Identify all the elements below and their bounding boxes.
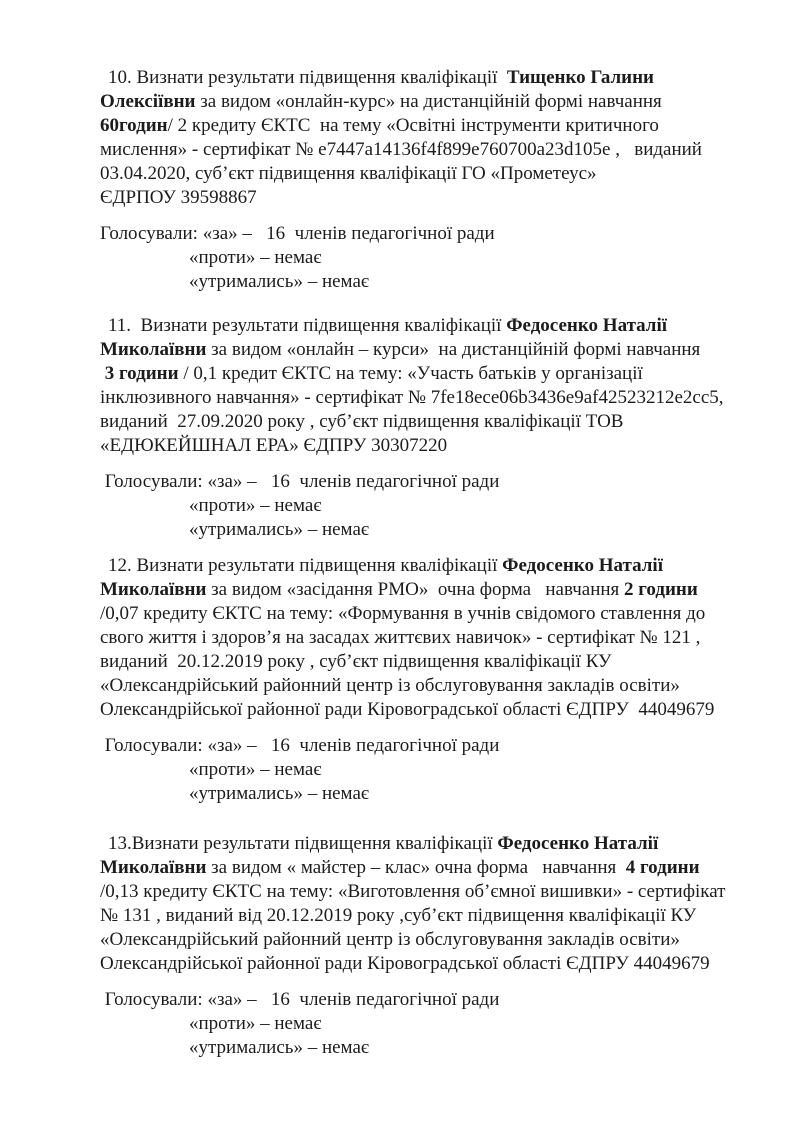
text-line: «ЕДЮКЕЙШНАЛ ЕРА» ЄДПРУ 30307220	[100, 435, 448, 456]
text-line: Миколаївни за видом « майстер – клас» очна форма навчання 4 години	[100, 857, 700, 878]
vote-line-abstained: «утримались» – немає	[189, 271, 370, 292]
text-line: Миколаївни за видом «онлайн – курси» на дистанційній формі навчання	[100, 339, 701, 360]
resolution-item-13	[100, 832, 742, 1060]
text-line: 60годин/ 2 кредиту ЄКТС на тему «Освітні інструменти критичного	[100, 115, 659, 136]
vote-line-against: «проти» – немає	[189, 1013, 322, 1034]
text-line: свого життя і здоров’я на засадах життєвих навичок» - сертифікат № 121 ,	[100, 627, 701, 648]
resolution-paragraph	[100, 66, 742, 210]
vote-line-against: «проти» – немає	[189, 759, 322, 780]
vote-line-abstained: «утримались» – немає	[189, 519, 370, 540]
text-line: виданий 27.09.2020 року , суб’єкт підвищення кваліфікації ТОВ	[100, 411, 624, 432]
text-line: 12. Визнати результати підвищення кваліфікації Федосенко Наталії	[108, 555, 663, 576]
text-line: виданий 20.12.2019 року , суб’єкт підвищення кваліфікації КУ	[100, 651, 612, 672]
resolution-paragraph	[100, 832, 742, 976]
text-line: Олександрійської районної ради Кіровоградської області ЄДПРУ 44049679	[100, 953, 710, 974]
vote-line-abstained: «утримались» – немає	[189, 783, 370, 804]
text-line: /0,07 кредиту ЄКТС на тему: «Формування в учнів свідомого ставлення до	[100, 603, 706, 624]
vote-line-for: Голосували: «за» – 16 членів педагогічної ради	[100, 735, 500, 756]
text-line: «Олександрійський районний центр із обслуговування закладів освіти»	[100, 929, 680, 950]
vote-line-abstained: «утримались» – немає	[189, 1037, 370, 1058]
text-line: мислення» - сертифікат № e7447a14136f4f899e760700a23d105e , виданий	[100, 139, 702, 160]
text-line: № 131 , виданий від 20.12.2019 року ,суб’єкт підвищення кваліфікації КУ	[100, 905, 697, 926]
text-line: 11. Визнати результати підвищення кваліфікації Федосенко Наталії	[108, 315, 668, 336]
resolution-paragraph	[100, 314, 742, 458]
text-line: інклюзивного навчання» - сертифікат № 7fe18ece06b3436e9af42523212e2cc5,	[100, 387, 724, 408]
text-line: 13.Визнати результати підвищення кваліфікації Федосенко Наталії	[108, 833, 659, 854]
resolution-item-10	[100, 66, 742, 294]
text-line: 10. Визнати результати підвищення кваліфікації Тищенко Галини	[108, 67, 654, 88]
text-line: ЄДРПОУ 39598867	[100, 187, 257, 208]
resolution-item-11	[100, 314, 742, 542]
vote-line-for: Голосували: «за» – 16 членів педагогічної ради	[100, 989, 500, 1010]
text-line: Олексіївни за видом «онлайн-курс» на дистанційній формі навчання	[100, 91, 662, 112]
vote-line-for: Голосували: «за» – 16 членів педагогічної ради	[100, 471, 500, 492]
vote-record	[100, 470, 742, 542]
resolution-item-12	[100, 554, 742, 806]
text-line: «Олександрійський районний центр із обслуговування закладів освіти»	[100, 675, 680, 696]
vote-line-against: «проти» – немає	[189, 247, 322, 268]
text-line: 3 години / 0,1 кредит ЄКТС на тему: «Участь батьків у організації	[104, 363, 643, 384]
text-line: /0,13 кредиту ЄКТС на тему: «Виготовлення об’ємної вишивки» - сертифікат	[100, 881, 726, 902]
vote-line-against: «проти» – немає	[189, 495, 322, 516]
vote-record	[100, 734, 742, 806]
vote-line-for: Голосували: «за» – 16 членів педагогічної ради	[100, 223, 495, 244]
resolution-paragraph	[100, 554, 742, 722]
vote-record	[100, 988, 742, 1060]
vote-record	[100, 222, 742, 294]
text-line: Олександрійської районної ради Кіровоградської області ЄДПРУ 44049679	[100, 699, 715, 720]
text-line: Миколаївни за видом «засідання РМО» очна форма навчання 2 години	[100, 579, 698, 600]
text-line: 03.04.2020, суб’єкт підвищення кваліфікації ГО «Прометеус»	[100, 163, 597, 184]
